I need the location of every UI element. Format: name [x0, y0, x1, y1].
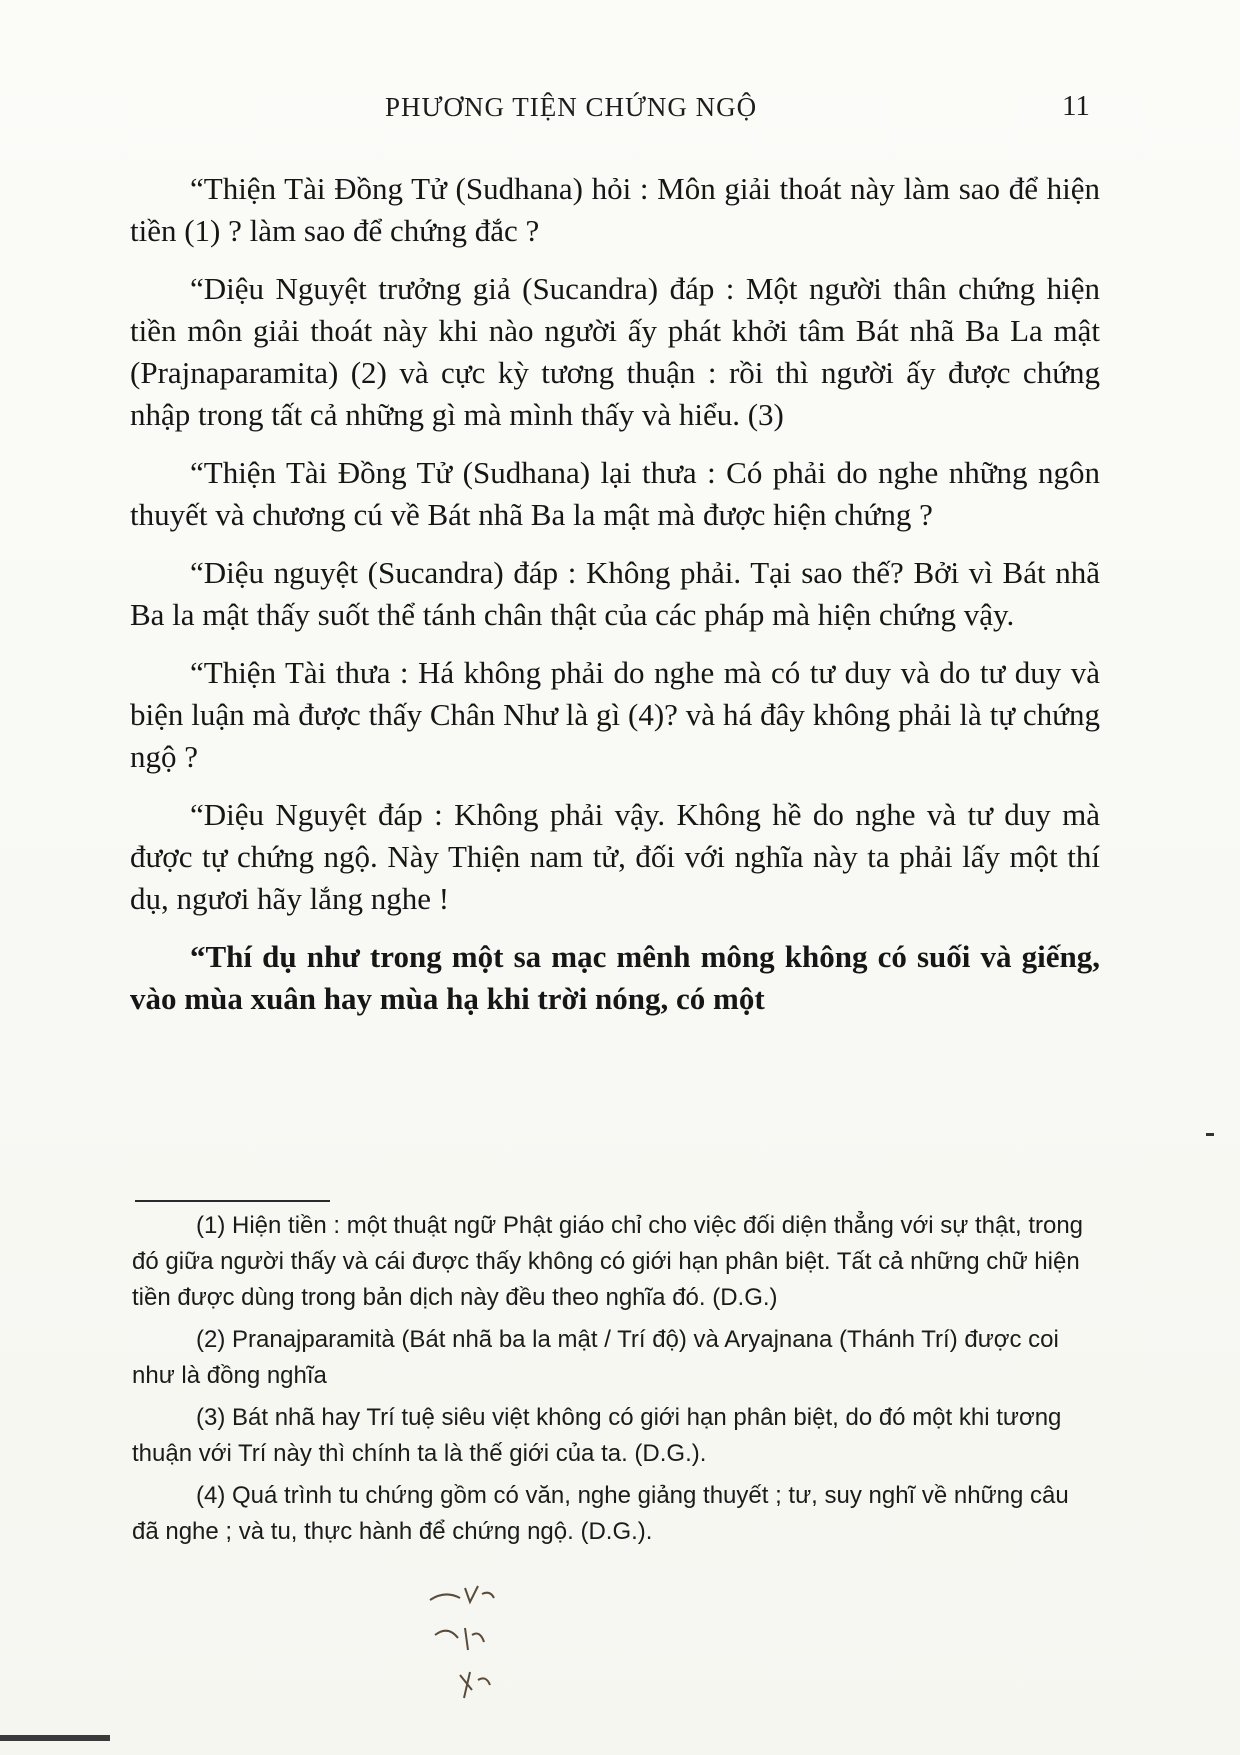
margin-mark	[1206, 1133, 1214, 1136]
page-number: 11	[1062, 90, 1090, 122]
footnotes	[132, 1208, 1092, 1556]
paragraph: “Thiện Tài Đồng Tử (Sudhana) hỏi : Môn giải thoát này làm sao để hiện tiền (1) ? làm sao để chứng đắc ?	[130, 171, 1100, 248]
footnote-4: (4) Quá trình tu chứng gồm có văn, nghe giảng thuyết ; tư, suy nghĩ về những câu đã nghe ; và tu, thực hành để chứng ngộ. (D.G.).	[132, 1482, 1069, 1545]
footnote-2: (2) Pranajparamità (Bát nhã ba la mật / Trí độ) và Aryajnana (Thánh Trí) được coi như là đồng nghĩa	[132, 1326, 1059, 1389]
paragraph: “Thí dụ như trong một sa mạc mênh mông không có suối và giếng, vào mùa xuân hay mùa hạ khi trời nóng, có một	[130, 939, 1100, 1016]
running-title: PHƯƠNG TIỆN CHỨNG NGỘ	[385, 92, 758, 122]
main-text	[130, 168, 1100, 1036]
paragraph: “Thiện Tài thưa : Há không phải do nghe mà có tư duy và do tư duy và biện luận mà được thấy Chân Như là gì (4)? và há đây không phải là tự chứng ngộ ?	[130, 655, 1100, 774]
paragraph: “Thiện Tài Đồng Tử (Sudhana) lại thưa : Có phải do nghe những ngôn thuyết và chương cú về Bát nhã Ba la mật mà được hiện chứng ?	[130, 455, 1100, 532]
paragraph: “Diệu nguyệt (Sucandra) đáp : Không phải. Tại sao thế? Bởi vì Bát nhã Ba la mật thấy suốt thể tánh chân thật của các pháp mà hiện chứng vậy.	[130, 555, 1100, 632]
handwritten-marks	[420, 1580, 540, 1730]
footnote-divider	[135, 1200, 330, 1202]
page-header	[0, 92, 1240, 132]
page-edge-shadow	[0, 1735, 110, 1741]
paragraph: “Diệu Nguyệt đáp : Không phải vậy. Không hề do nghe và tư duy mà được tự chứng ngộ. Này Thiện nam tử, đối với nghĩa này ta phải lấy một thí dụ, ngươi hãy lắng nghe !	[130, 797, 1100, 916]
footnote-3: (3) Bát nhã hay Trí tuệ siêu việt không có giới hạn phân biệt, do đó một khi tương thuận với Trí này thì chính ta là thế giới của ta. (D.G.).	[132, 1404, 1062, 1467]
paragraph: “Diệu Nguyệt trưởng giả (Sucandra) đáp : Một người thân chứng hiện tiền môn giải thoát này khi nào người ấy phát khởi tâm Bát nhã Ba La mật (Prajnaparamita) (2) và cực kỳ tương thuận : rồi thì người ấy được chứng nhập trong tất cả những gì mà mình thấy và hiểu. (3)	[130, 271, 1100, 432]
footnote-1: (1) Hiện tiền : một thuật ngữ Phật giáo chỉ cho việc đối diện thẳng với sự thật, trong đó giữa người thấy và cái được thấy không có giới hạn phân biệt. Tất cả những chữ hiện tiền được dùng trong bản dịch này đều theo nghĩa đó. (D.G.)	[132, 1212, 1084, 1311]
